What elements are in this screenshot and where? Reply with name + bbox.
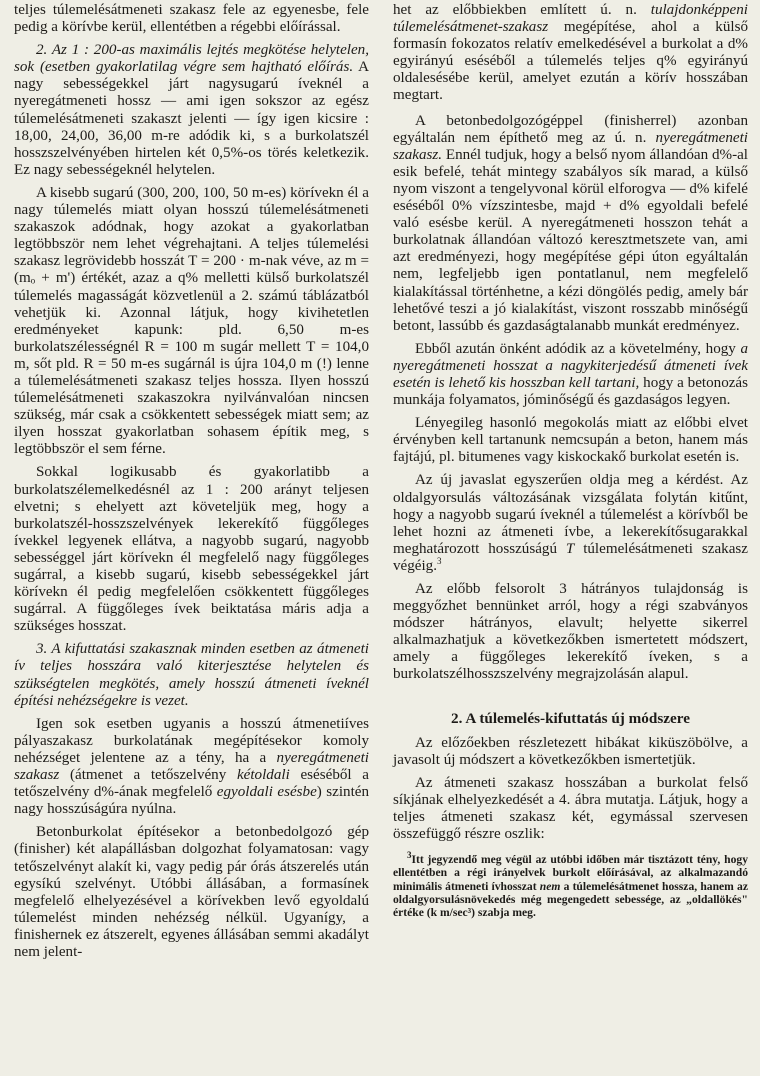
emphasis: egyoldali esésbe xyxy=(216,784,317,801)
paragraph: A kisebb sugarú (300, 200, 100, 50 m-es) körívekn él a nagy túlemelés miatt olyan hosszú túlemelésátmeneti szakaszok adódnak, hogy azokat a gyakorlatban legtöbbször nem lehet végrehajtani. A teljes túlemelési szakasz legrövidebb hosszát T = 200 · m-nak véve, az m = (mₒ + m') értékét, azaz a q% melletti külső burkolatszél túlemelés magasságát közvetlenül a 2. számú táblázatból vehetjük ki. Azonnal látjuk, hogy kivihetetlen eredményeket kapunk: pld. 6,50 m-es burkolatszélességnél R = 100 m sugár mellett T = 104,0 m, sőt pld. R = 50 m-es sugárnál is újra 104,0 m (!) lenne a túlemelésátmeneti szakasz teljes hossza. Ilyen hosszú túlemelésátmeneti szakaszokra nyilvánvalóan nincsen szükség, már csak a csökkentett sebességek miatt sem; az ilyen hosszat gyakorlatban sohasem építik meg, s legtöbbször el sem férne. xyxy=(14,184,369,458)
text: hogy a betonozás munkája folyamatos, jóminőségű és gazdaságos legyen. xyxy=(393,374,749,409)
paragraph: Betonburkolat építésekor a betonbedolgozó gép (finisher) két alapállásban dolgozhat folyamatosan: vagy tetőszelvényt alakít ki, vagy pedig pár órás átszerelés után egysíkú szelvényt. Utóbbi állásában, a formasínek megfelelő elhelyezésével a körívekben levő egyoldalú túlemelést minden nehézség nélkül. Ugyanígy, a finishernek ez átszerelt, egyenes állásában semmi akadályt nem jelent- xyxy=(14,824,369,960)
footnote-ref: 3 xyxy=(437,555,442,566)
emphasis: nyeregátmeneti szakasz xyxy=(14,749,369,784)
left-column xyxy=(14,2,369,1076)
point-2-lead: 2. Az 1 : 200-as maximális lejtés megkötése helytelen, sok (esetben gyakorlatilag végre sem hajtható előírás. xyxy=(14,42,369,76)
emphasis: nem xyxy=(539,879,561,893)
text: Igen sok esetben ugyanis a hosszú átmenetiíves pályaszakasz burkolatának megépítésekor komoly nehézséget jelentene az a tény, ha a xyxy=(14,715,369,766)
paragraph xyxy=(14,641,369,709)
text: Ebből azután önként adódik az a követelmény, hogy xyxy=(415,340,741,357)
paragraph xyxy=(393,341,748,409)
emphasis: kétoldali xyxy=(236,767,290,784)
text: Ennél tudjuk, hogy a belső nyom állandóan d%-al esik befelé, tehát mintegy szabályos sík marad, a külső nyom viszont a tengelyvonal körül elforogva — d% kifelé eséséből 0% vízszintesbe, majd + d% egyoldali befelé való esésbe kerül. A nyeregátmeneti hosszon tehát a burkolatnak állandóan változó keresztmetszete van, ami azt eredményezi, hogy megépítése gépi úton egyáltalán nem, legfeljebb igen pontatlanul, nem megfelelő kialakítással történhetne, a kézi döngölés pedig, amely bár lehetővé teszi a jó kialakítást, viszont rosszabb minőségű betont, lassúbb és gazdaságtalanabb munkát eredményez. xyxy=(393,146,748,334)
text: eséséből a tetőszelvény d%-ának megfelelő xyxy=(14,767,369,801)
footnote-mark: 3 xyxy=(407,850,412,861)
paragraph: Sokkal logikusabb és gyakorlatibb a burkolatszélemelkedésnél az 1 : 200 arányt teljesen elvetni; s ehelyett azt követeljük meg, hogy a burkolatszél-hosszszelvények lekerekítő függőleges ívekkel legyenek ellátva, a nagyobb sugarú, nagyobb sebességgel járt körívekn él megfelelő nagy függőleges sugárral, a kisebb sugarú, kisebb sebességekkel járt körívekn él pedig megfelelően csökkentett függőleges sugárral. A függőleges ívek beiktatása máris adja a szükséges hosszat. xyxy=(14,464,369,635)
paragraph-text: A nagy sebességekkel járt nagysugarú íveknél a nyeregátmeneti hossz — ami igen sokszor az egész túlemelésátmeneti szakaszt jelenti — így igen kicsire : 18,00, 24,00, 36,00 m-re adódik ki, s a burkolatszél hosszszelvényében hirtelen két 0,5%-os törés keletkezik. Ez nagy sebességeknél helytelen. xyxy=(14,59,369,178)
text: a túlemelésátmenet hossza, hanem az oldalgyorsulásnövekedés még megengedett sebessége, az „oldallökés" értéke (k m/sec³) szabja meg. xyxy=(393,879,748,920)
paragraph: Az előzőekben részletezett hibákat kiküszöbölve, a javasolt új módszert a következőkben ismertetjük. xyxy=(393,734,748,768)
point-3-lead: 3. A kifuttatási szakasznak minden esetben az átmeneti ív teljes hosszára való kiterjesztése helytelen és szükségtelen megkötés, amely hosszú átmeneti íveknél építési nehézségekre is vezet. xyxy=(14,641,369,709)
text: Az új javaslat egyszerűen oldja meg a kérdést. Az oldalgyorsulás változásának vizsgálata folytán kitűnt, hogy a nagyobb sugarú íveknél a túlemelést a körívből be lehet hozni az átmeneti ívbe, a lekerekítősugarakkal meghatározott hosszúságú xyxy=(393,472,748,557)
footnote-text xyxy=(393,850,748,920)
text: túlemelésátmeneti szakasz végéig. xyxy=(393,540,748,574)
paragraph xyxy=(393,2,748,105)
text: (átmenet a tetőszelvény xyxy=(59,767,237,784)
right-column xyxy=(393,2,748,1076)
emphasis: tulajdonképpeni túlemelésátmenet-szakasz xyxy=(393,2,748,36)
paragraph: Az előbb felsorolt 3 hátrányos tulajdonság is meggyőzhet bennünket arról, hogy a régi szabványos módszer hátrányos, elavult; helyette sikerrel alkalmazhatjuk a következőkben ismertetett módszert, amely a függőleges lekerekítő íveken, s a burkolatszélhosszszelvény megrajzolásán alapul. xyxy=(393,581,748,683)
paragraph: teljes túlemelésátmeneti szakasz fele az egyenesbe, fele pedig a körívbe kerül, ellentétben a régebbi előírással. xyxy=(14,2,369,36)
paragraph xyxy=(393,472,748,575)
emphasis: T xyxy=(565,540,575,557)
text: megépítése, ahol a külső formasín fokozatos relatív emelkedésével a burkolat a d% egyirányú eséséből a túlemelés teljes q% egyirányú oldalesésébe kerül, amelyet ezután a körív hosszában megtart. xyxy=(393,19,748,104)
text: ) szintén nagy hosszúságúra nyúlna. xyxy=(14,784,370,818)
paragraph: Az átmeneti szakasz hosszában a burkolat felső síkjának elhelyezkedését a 4. ábra mutatja. Látjuk, hogy a teljes átmeneti szakasz két, egymással szervesen összefüggő részre oszlik: xyxy=(393,774,748,843)
text: het az előbbiekben említett ú. n. xyxy=(393,2,651,18)
paragraph xyxy=(393,113,748,335)
footnote xyxy=(393,850,748,920)
emphasis: nyeregátmeneti szakasz. xyxy=(393,129,748,163)
section-heading: 2. A túlemelés-kifuttatás új módszere xyxy=(451,709,690,727)
paragraph xyxy=(14,716,369,819)
text: A betonbedolgozógéppel (finisherrel) azonban egyáltalán nem építhető meg az ú. n. xyxy=(393,112,748,146)
text: Itt jegyzendő meg végül az utóbbi időben már tisztázott tény, hogy ellentétben a régi irányelvek burkolt előírásával, az alkalmazandó minimális átmeneti ívhosszat xyxy=(393,853,748,893)
paragraph xyxy=(14,42,369,179)
paragraph: Lényegileg hasonló megokolás miatt az előbbi elvet érvényben kell tartanunk nemcsupán a beton, hanem más fajtájú, pl. bitumenes vagy kiskockakő burkolat esetén is. xyxy=(393,415,748,466)
emphasis: a nyeregátmeneti hosszat a nagykiterjedésű átmeneti ívek esetén is lehető kis hosszban kell tartani, xyxy=(393,340,748,391)
